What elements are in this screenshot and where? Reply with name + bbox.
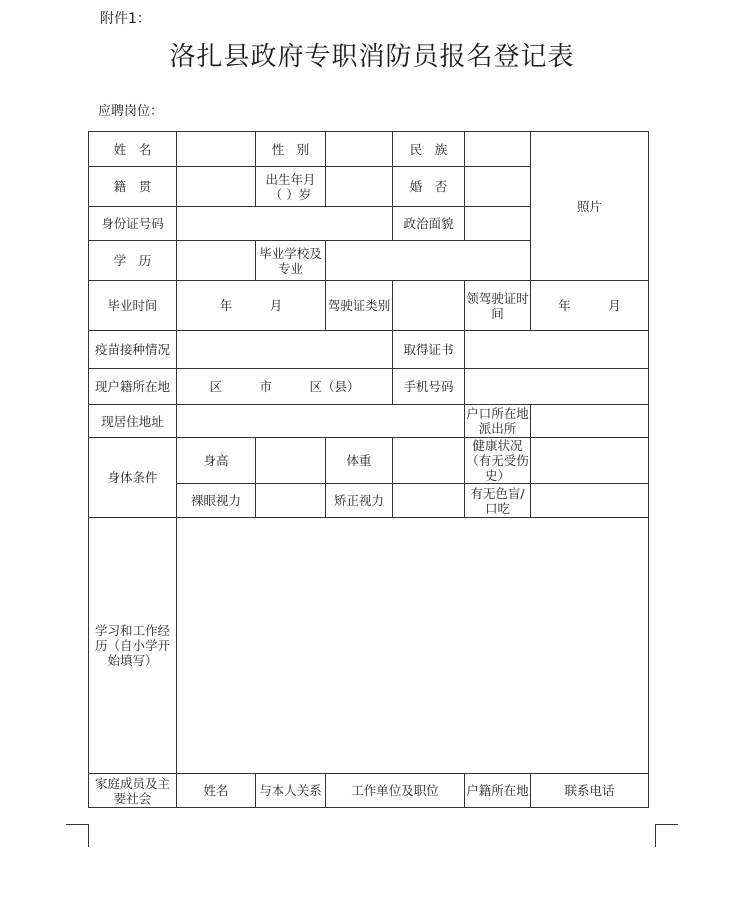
education-field[interactable] <box>177 241 256 281</box>
page-title: 洛扎县政府专职消防员报名登记表 <box>169 42 575 72</box>
name-label: 姓 名 <box>89 132 177 167</box>
corrected-vision-field[interactable] <box>393 484 465 518</box>
ethnicity-field[interactable] <box>465 132 531 167</box>
color-blind-label: 有无色盲/口吃 <box>465 484 531 518</box>
marital-label: 婚 否 <box>393 167 465 207</box>
history-field[interactable] <box>177 518 649 774</box>
weight-field[interactable] <box>393 438 465 484</box>
education-label: 学 历 <box>89 241 177 281</box>
weight-label: 体重 <box>326 438 393 484</box>
id-number-field[interactable] <box>177 207 393 241</box>
vaccine-field[interactable] <box>177 331 393 369</box>
phone-field[interactable] <box>465 369 649 405</box>
household-label: 现户籍所在地 <box>89 369 177 405</box>
relation-header: 与本人关系 <box>256 774 326 808</box>
health-field[interactable] <box>531 438 649 484</box>
gender-label: 性 别 <box>256 132 326 167</box>
native-place-label: 籍 贯 <box>89 167 177 207</box>
household-field[interactable]: 区 市 区（县） <box>177 369 393 405</box>
family-household-header: 户籍所在地 <box>465 774 531 808</box>
family-name-header: 姓名 <box>177 774 256 808</box>
gender-field[interactable] <box>326 132 393 167</box>
height-field[interactable] <box>256 438 326 484</box>
physical-label: 身体条件 <box>89 438 177 518</box>
vaccine-label: 疫苗接种情况 <box>89 331 177 369</box>
grad-time-field[interactable]: 年 月 <box>177 281 326 331</box>
address-label: 现居住地址 <box>89 405 177 438</box>
marital-field[interactable] <box>465 167 531 207</box>
naked-vision-label: 裸眼视力 <box>177 484 256 518</box>
height-label: 身高 <box>177 438 256 484</box>
phone-label: 手机号码 <box>393 369 465 405</box>
school-major-label: 毕业学校及专业 <box>256 241 326 281</box>
political-label: 政治面貌 <box>393 207 465 241</box>
color-blind-field[interactable] <box>531 484 649 518</box>
photo-box: 照片 <box>531 132 649 281</box>
birth-label <box>256 167 326 207</box>
police-station-field[interactable] <box>531 405 649 438</box>
health-label: 健康状况（有无受伤史） <box>466 438 529 483</box>
birth-label-line2: （ ）岁 <box>269 186 312 202</box>
license-type-label: 驾驶证类别 <box>326 281 393 331</box>
grad-time-label: 毕业时间 <box>89 281 177 331</box>
registration-form <box>88 131 649 808</box>
name-field[interactable] <box>177 132 256 167</box>
license-type-field[interactable] <box>393 281 465 331</box>
police-station-label: 户口所在地派出所 <box>466 406 529 436</box>
attachment-label: 附件1： <box>100 11 151 27</box>
license-time-label: 领驾驶证时间 <box>465 281 531 331</box>
id-number-label: 身份证号码 <box>89 207 177 241</box>
birth-label-line1: 出生年月 <box>265 171 316 187</box>
naked-vision-field[interactable] <box>256 484 326 518</box>
page-corner-mark-right <box>655 824 678 847</box>
history-label: 学习和工作经历（自小学开始填写） <box>89 518 177 774</box>
work-unit-header: 工作单位及职位 <box>326 774 465 808</box>
post-label: 应聘岗位： <box>98 104 164 119</box>
school-major-field[interactable] <box>326 241 531 281</box>
native-place-field[interactable] <box>177 167 256 207</box>
certificate-field[interactable] <box>465 331 649 369</box>
political-field[interactable] <box>465 207 531 241</box>
page-corner-mark-left <box>66 824 89 847</box>
contact-header: 联系电话 <box>531 774 649 808</box>
family-label: 家庭成员及主要社会 <box>89 774 177 808</box>
ethnicity-label: 民 族 <box>393 132 465 167</box>
address-field[interactable] <box>177 405 465 438</box>
certificate-label: 取得证书 <box>393 331 465 369</box>
birth-field[interactable] <box>326 167 393 207</box>
corrected-vision-label: 矫正视力 <box>326 484 393 518</box>
license-time-field[interactable]: 年 月 <box>531 281 649 331</box>
